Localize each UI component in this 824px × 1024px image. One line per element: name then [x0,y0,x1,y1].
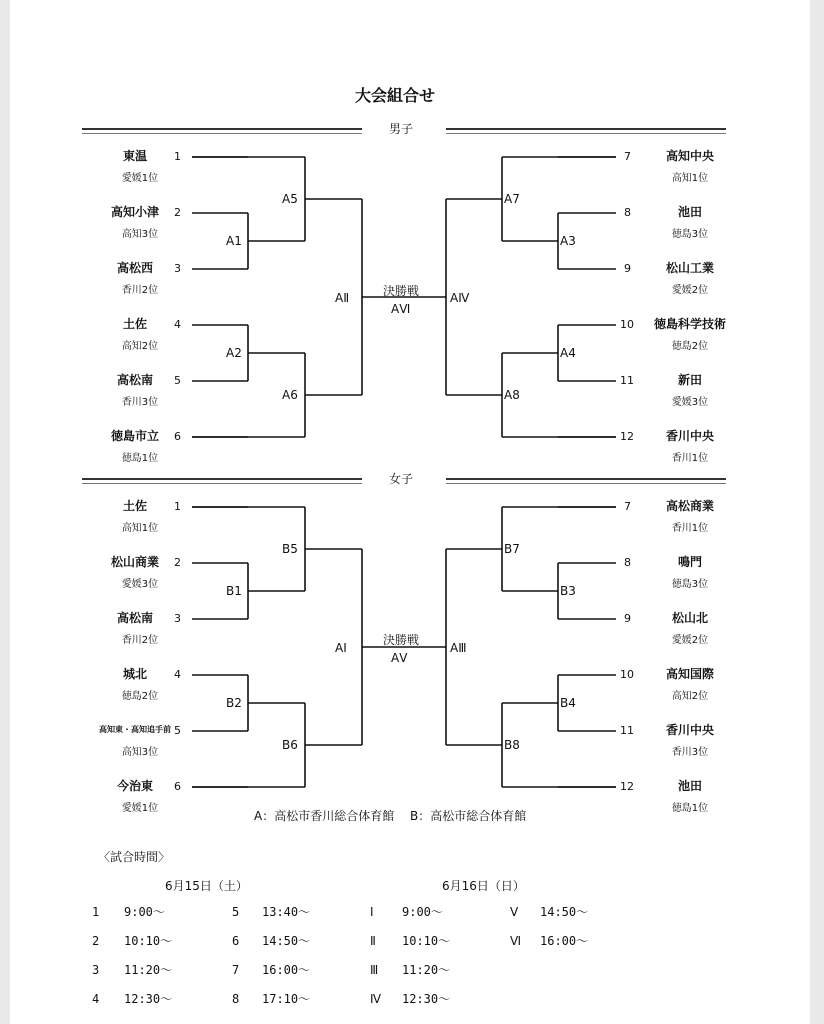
match-number: Ⅴ [510,905,519,919]
seed-number: 11 [620,374,634,387]
team-rank: 徳島3位 [671,229,709,240]
match-time: 14:50〜 [540,905,589,919]
girls-section-label: 女子 [389,472,414,486]
match-label: B6 [282,738,298,752]
seed-number: 5 [174,724,181,737]
seed-number: 10 [620,318,634,331]
team-name: 池田 [677,779,702,793]
boys-final-label: 決勝戦 [383,284,420,298]
girls-final-label: 決勝戦 [383,633,420,647]
seed-number: 9 [624,262,631,275]
match-number: 5 [232,905,240,919]
team-rank: 高知2位 [121,341,159,352]
match-label: B4 [560,696,576,710]
team-rank: 高知3位 [121,229,159,240]
seed-number: 2 [174,206,181,219]
team-name: 徳島科学技術 [653,317,726,331]
seed-number: 11 [620,724,634,737]
match-time: 11:20〜 [124,963,173,977]
team-name: 高知小津 [110,205,159,219]
seed-number: 10 [620,668,634,681]
match-label: A3 [560,234,576,248]
team-name: 高知国際 [665,667,714,681]
team-rank: 徳島1位 [671,803,709,814]
team-name: 高知中央 [665,149,714,163]
team-name: 松山商業 [110,555,159,569]
match-label: A4 [560,346,576,360]
team-rank: 徳島1位 [121,453,159,464]
team-name: 今治東 [116,779,153,793]
seed-number: 3 [174,612,181,625]
match-label: A2 [226,346,242,360]
team-name: 東温 [122,149,147,163]
team-rank: 愛媛2位 [671,285,709,296]
match-time: 17:10〜 [262,992,311,1006]
match-label: A5 [282,192,298,206]
team-name: 土佐 [122,499,147,513]
team-name: 松山北 [671,611,708,625]
day2-label: 6月16日（日） [442,879,525,893]
team-name: 高松商業 [665,499,714,513]
match-number: Ⅰ [370,905,374,919]
team-rank: 徳島3位 [671,579,709,590]
team-name: 香川中央 [665,429,714,443]
seed-number: 1 [174,500,181,513]
match-number: 6 [232,934,240,948]
team-rank: 愛媛3位 [121,579,159,590]
match-time: 10:10〜 [402,934,451,948]
match-time: 14:50〜 [262,934,311,948]
boys-left-semi: AⅡ [335,291,350,305]
team-name: 新田 [677,373,702,387]
match-label: B1 [226,584,242,598]
match-label: A6 [282,388,298,402]
match-label: B8 [504,738,520,752]
boys-section-label: 男子 [389,122,414,136]
team-rank: 高知3位 [121,747,159,758]
team-rank: 香川3位 [121,397,159,408]
team-rank: 愛媛3位 [671,397,709,408]
match-time: 16:00〜 [540,934,589,948]
document-page [10,0,810,1024]
match-label: A1 [226,234,242,248]
match-number: 8 [232,992,240,1006]
team-rank: 愛媛2位 [671,635,709,646]
match-number: Ⅳ [370,992,382,1006]
match-number: 3 [92,963,100,977]
seed-number: 12 [620,430,634,443]
team-name: 高松南 [116,611,153,625]
boys-right-semi: AⅣ [450,291,470,305]
team-rank: 香川3位 [671,747,709,758]
seed-number: 8 [624,206,631,219]
venue-note: A：高松市香川総合体育館 B：高松市総合体育館 [254,809,527,823]
team-name: 香川中央 [665,723,714,737]
match-number: 4 [92,992,100,1006]
girls-left-semi: AⅠ [335,641,347,655]
seed-number: 1 [174,150,181,163]
match-label: B5 [282,542,298,556]
seed-number: 4 [174,668,181,681]
seed-number: 2 [174,556,181,569]
seed-number: 7 [624,150,631,163]
team-name: 池田 [677,205,702,219]
schedule-heading: 〈試合時間〉 [98,850,171,864]
seed-number: 12 [620,780,634,793]
team-rank: 高知1位 [121,523,159,534]
team-rank: 香川2位 [121,635,159,646]
team-rank: 愛媛1位 [121,173,159,184]
seed-number: 6 [174,430,181,443]
boys-final-code: AⅥ [391,302,411,316]
team-name: 城北 [122,667,147,681]
seed-number: 7 [624,500,631,513]
seed-number: 3 [174,262,181,275]
match-number: Ⅱ [370,934,376,948]
match-time: 9:00〜 [402,905,443,919]
team-name: 高松西 [116,261,153,275]
team-name: 鳴門 [677,555,702,569]
team-name: 高松南 [116,373,153,387]
seed-number: 8 [624,556,631,569]
girls-final-code: AⅤ [391,651,408,665]
match-label: B7 [504,542,520,556]
match-time: 12:30〜 [124,992,173,1006]
team-rank: 香川1位 [671,453,709,464]
match-label: B2 [226,696,242,710]
match-number: 1 [92,905,100,919]
day1-label: 6月15日（土） [165,879,248,893]
page-title: 大会組合せ [355,86,436,105]
girls-right-semi: AⅢ [450,641,467,655]
match-time: 13:40〜 [262,905,311,919]
match-label: A8 [504,388,520,402]
seed-number: 4 [174,318,181,331]
match-label: B3 [560,584,576,598]
match-time: 11:20〜 [402,963,451,977]
match-number: Ⅲ [370,963,379,977]
team-name: 松山工業 [665,261,714,275]
team-rank: 香川1位 [671,523,709,534]
match-time: 12:30〜 [402,992,451,1006]
team-rank: 愛媛1位 [121,803,159,814]
team-rank: 高知1位 [671,173,709,184]
seed-number: 5 [174,374,181,387]
match-number: 7 [232,963,240,977]
seed-number: 6 [174,780,181,793]
match-time: 10:10〜 [124,934,173,948]
seed-number: 9 [624,612,631,625]
match-number: Ⅵ [510,934,522,948]
team-name: 高知東・高知追手前 [99,725,171,734]
team-name: 徳島市立 [110,429,159,443]
girls-bracket [192,507,616,787]
match-label: A7 [504,192,520,206]
match-number: 2 [92,934,100,948]
team-rank: 徳島2位 [671,341,709,352]
team-rank: 徳島2位 [121,691,159,702]
team-rank: 高知2位 [671,691,709,702]
team-name: 土佐 [122,317,147,331]
team-rank: 香川2位 [121,285,159,296]
match-time: 9:00〜 [124,905,165,919]
match-time: 16:00〜 [262,963,311,977]
